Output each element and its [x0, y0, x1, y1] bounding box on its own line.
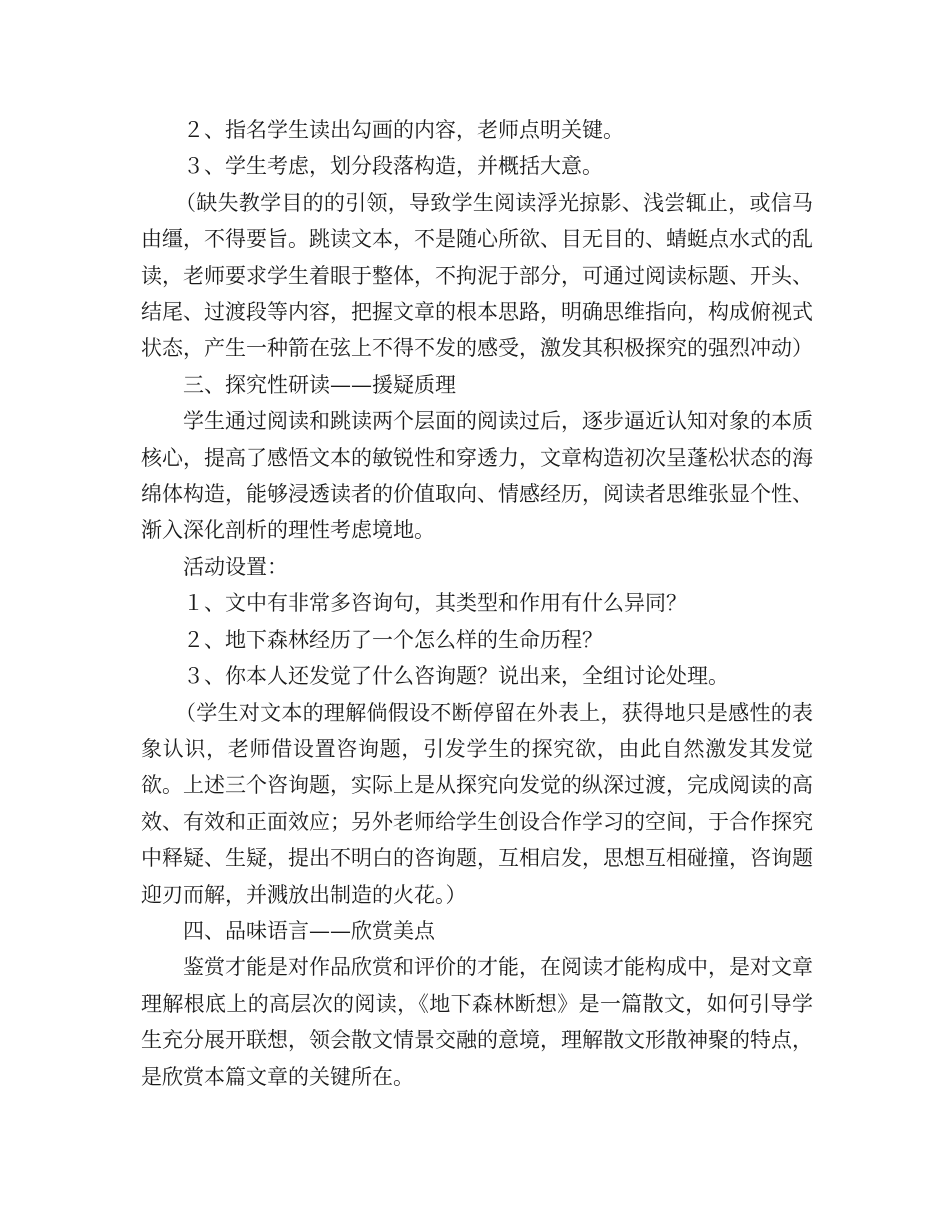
- list-item: １、文中有非常多咨询句，其类型和作用有什么异同？: [183, 591, 687, 616]
- paragraph: 学生通过阅读和跳读两个层面的阅读过后，逐步逼近认知对象的本质核心，提高了感悟文本的敏锐性和穿透力，文章构造初次呈蓬松状态的海绵体构造，能够浸透读者的价值取向、情感经历，阅读者思维张显个性、渐入深化剖析的理性考虑境地。: [141, 409, 813, 543]
- paragraph: ３、学生考虑，划分段落构造，并概括大意。: [183, 154, 603, 179]
- section-heading: 三、探究性研读——援疑质理: [183, 372, 456, 397]
- paragraph: （学生对文本的理解倘假设不断停留在外表上，获得地只是感性的表象认识，老师借设置咨询题，引发学生的探究欲，由此自然激发其发觉欲。上述三个咨询题，实际上是从探究向发觉的纵深过渡，完成阅读的高效、有效和正面效应；另外老师给学生创设合作学习的空间，于合作探究中释疑、生疑，提出不明白的咨询题，互相启发，思想互相碰撞，咨询题迎刃而解，并溅放出制造的火花。）: [141, 700, 813, 907]
- paragraph: 鉴赏才能是对作品欣赏和评价的才能，在阅读才能构成中，是对文章理解根底上的高层次的阅读，《地下森林断想》是一篇散文，如何引导学生充分展开联想，领会散文情景交融的意境，理解散文形散神聚的特点，是欣赏本篇文章的关键所在。: [141, 955, 813, 1089]
- paragraph: ２、指名学生读出勾画的内容，老师点明关键。: [183, 118, 624, 142]
- paragraph: （缺失教学目的的引领，导致学生阅读浮光掠影、浅尝辄止，或信马由缰，不得要旨。跳读文本，不是随心所欲、目无目的、蜻蜓点水式的乱读，老师要求学生着眼于整体，不拘泥于部分，可通过阅读标题、开头、结尾、过渡段等内容，把握文章的根本思路，明确思维指向，构成俯视式状态，产生一种箭在弦上不得不发的感受，激发其积极探究的强烈冲动）: [141, 190, 813, 361]
- list-item: ３、你本人还发觉了什么咨询题？说出来，全组讨论处理。: [183, 664, 729, 689]
- list-item: ２、地下森林经历了一个怎么样的生命历程？: [183, 627, 603, 652]
- document-page: [141, 112, 813, 1095]
- paragraph: 活动设置：: [183, 554, 288, 579]
- section-heading: 四、品味语言——欣赏美点: [183, 918, 435, 943]
